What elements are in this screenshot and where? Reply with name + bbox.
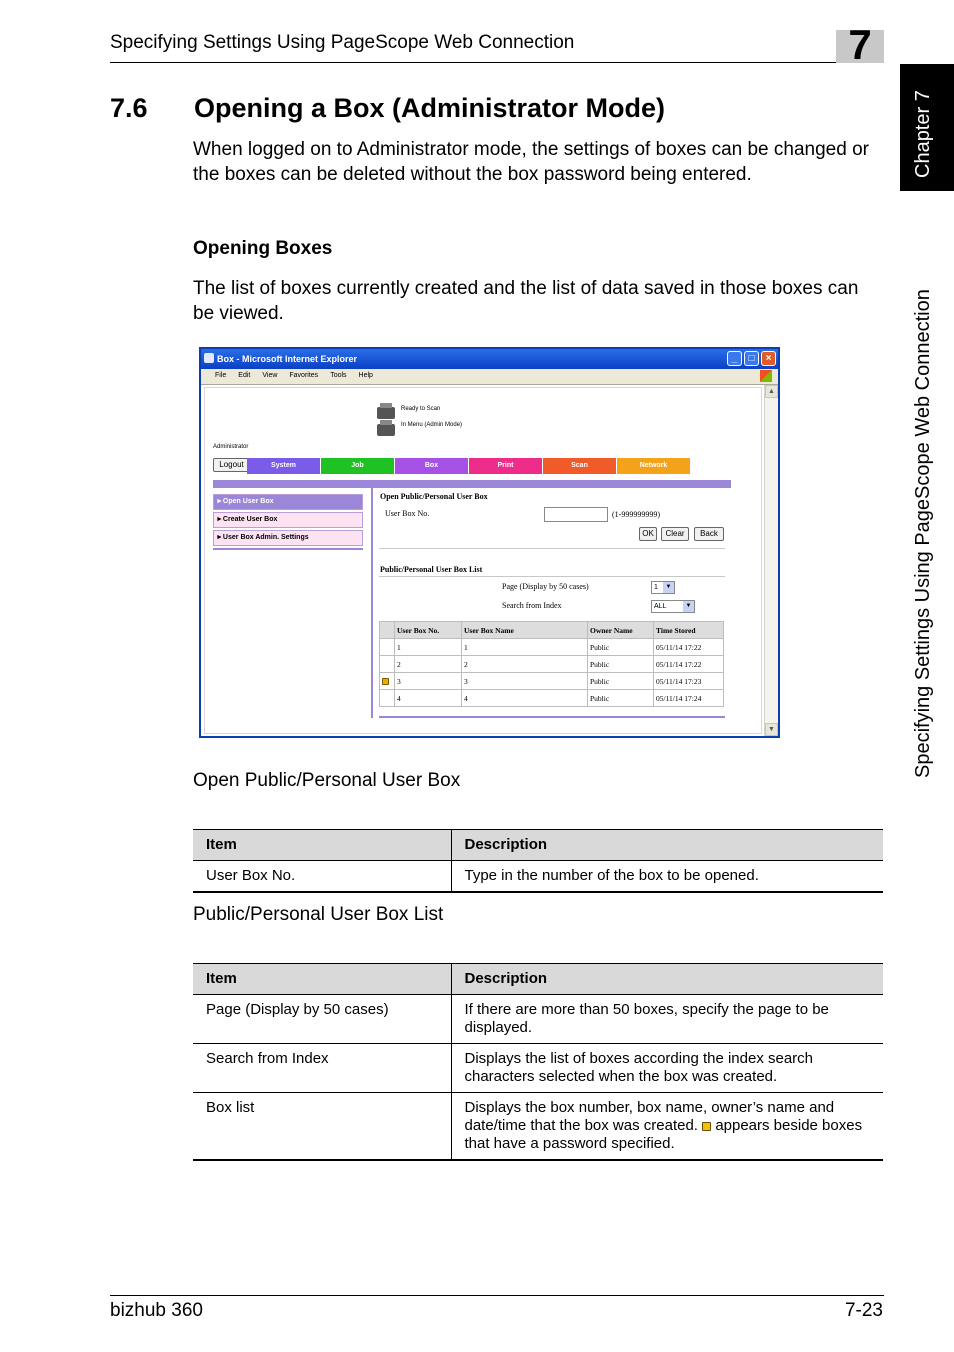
table-cell-box-list [451, 1093, 883, 1161]
tab-network-label: Network [639, 462, 668, 469]
table-cell: Public [588, 656, 654, 673]
browser-window-title: Box - Microsoft Internet Explorer [217, 354, 358, 364]
browser-titlebar [201, 349, 778, 369]
table-row [193, 1093, 883, 1161]
table-cell: 4 [395, 690, 462, 707]
box-no-input[interactable] [544, 507, 608, 522]
table-header-cell: Item [193, 964, 451, 995]
open-box-heading: Open Public/Personal User Box [380, 492, 488, 501]
side-chapter-label: Chapter 7 [912, 90, 934, 178]
scroll-up-icon[interactable]: ▲ [765, 385, 778, 398]
table-cell: 05/11/14 17:22 [654, 639, 724, 656]
vertical-scrollbar[interactable] [764, 385, 778, 736]
lock-cell [380, 690, 395, 707]
table-cell: Public [588, 639, 654, 656]
menu-help[interactable]: Help [358, 372, 373, 379]
content-divider [371, 488, 373, 718]
tab-system[interactable] [247, 458, 320, 474]
tab-box[interactable] [395, 458, 468, 474]
browser-menubar [201, 369, 778, 385]
back-button[interactable]: Back [694, 527, 724, 541]
table-header-lock [380, 622, 395, 639]
page-select-value: 1 [654, 584, 658, 591]
open-section-rule [379, 548, 725, 549]
table-row[interactable] [380, 690, 724, 707]
table-cell: Displays the list of boxes according the index search characters selected when the box was created. [451, 1044, 883, 1093]
browser-page [204, 387, 762, 734]
logout-button[interactable]: Logout [213, 458, 250, 472]
table-header-cell: User Box No. [395, 622, 462, 639]
table-cell: 05/11/14 17:23 [654, 673, 724, 690]
scroll-down-icon[interactable]: ▼ [765, 723, 778, 736]
table-cell: If there are more than 50 boxes, specify the page to be displayed. [451, 995, 883, 1044]
table-cell: Page (Display by 50 cases) [193, 995, 451, 1044]
tab-scan[interactable] [543, 458, 616, 474]
table-row [193, 1044, 883, 1093]
item-table-open-box [193, 829, 883, 893]
side-menu-open-user-box[interactable]: ►Open User Box [213, 494, 363, 510]
table-header-cell: Description [451, 830, 883, 861]
tab-system-label: System [271, 462, 296, 469]
page-label: Page (Display by 50 cases) [502, 582, 589, 591]
running-header: Specifying Settings Using PageScope Web Connection [110, 32, 575, 53]
sub-intro-paragraph: The list of boxes currently created and the list of data saved in those boxes can be viewed. [193, 278, 859, 324]
lock-cell [380, 656, 395, 673]
table-row [193, 861, 883, 893]
table-row[interactable] [380, 656, 724, 673]
table-cell: 05/11/14 17:24 [654, 690, 724, 707]
menu-file[interactable]: File [215, 372, 227, 379]
tab-bar [247, 458, 691, 474]
intro-paragraph: When logged on to Administrator mode, the settings of boxes can be changed or the boxes can be deleted without the box password being entered. [193, 139, 869, 185]
lock-icon [382, 678, 389, 685]
table-header-cell: Time Stored [654, 622, 724, 639]
section-title: Opening a Box (Administrator Mode) [194, 93, 666, 123]
printer-admin-icon [377, 424, 395, 436]
tab-job-label: Job [351, 462, 364, 469]
table-header-cell: User Box Name [462, 622, 588, 639]
status-ready: Ready to Scan [401, 406, 441, 412]
page-select[interactable] [651, 581, 675, 594]
menu-tools[interactable]: Tools [330, 372, 347, 379]
index-label: Search from Index [502, 601, 562, 610]
table-header-cell: Owner Name [588, 622, 654, 639]
tab-job[interactable] [321, 458, 394, 474]
menu-favorites[interactable]: Favorites [289, 372, 319, 379]
box-list-table [379, 621, 724, 707]
lock-icon [702, 1122, 711, 1131]
table-cell: 3 [395, 673, 462, 690]
tab-underline-bar [213, 480, 731, 488]
box-no-label: User Box No. [385, 509, 430, 518]
ok-button[interactable]: OK [639, 527, 657, 541]
tab-scan-label: Scan [571, 462, 588, 469]
table-cell: 2 [395, 656, 462, 673]
box-no-range: (1-999999999) [612, 510, 660, 519]
chapter-number-box [836, 21, 884, 68]
section-heading [110, 93, 665, 124]
side-section-label: Specifying Settings Using PageScope Web Connection [912, 289, 934, 778]
table-cell: 4 [462, 690, 588, 707]
close-icon[interactable]: × [761, 351, 776, 366]
table-cell: Public [588, 690, 654, 707]
list-bottom-bar [379, 716, 725, 718]
table-header-row [380, 622, 724, 639]
caption-box-list: Public/Personal User Box List [193, 904, 444, 925]
menu-edit[interactable]: Edit [238, 372, 251, 379]
table-cell: Search from Index [193, 1044, 451, 1093]
table-cell: Box list [193, 1093, 451, 1161]
side-menu-bottom-rule [213, 548, 363, 550]
user-label: Administrator [213, 444, 249, 450]
clear-button[interactable]: Clear [661, 527, 689, 541]
side-menu-admin-settings[interactable]: ►User Box Admin. Settings [213, 530, 363, 546]
chevron-down-icon: ▼ [683, 601, 694, 612]
section-number: 7.6 [110, 93, 148, 123]
list-heading-rule [379, 576, 725, 577]
table-row [193, 995, 883, 1044]
table-cell: 1 [462, 639, 588, 656]
minimize-icon[interactable]: _ [727, 351, 742, 366]
item-table-box-list [193, 963, 883, 1161]
chevron-down-icon: ▼ [663, 582, 674, 593]
index-select[interactable] [651, 600, 695, 613]
menu-view[interactable]: View [262, 372, 278, 379]
box-list-heading: Public/Personal User Box List [380, 565, 483, 574]
box-list-description: Displays the box number, box name, owner’s name and date/time that the box was created. [464, 1099, 835, 1134]
table-header-cell: Description [451, 964, 883, 995]
tab-print[interactable] [469, 458, 542, 474]
ie-icon [204, 353, 214, 363]
table-header-row [193, 964, 883, 995]
chapter-number: 7 [848, 21, 872, 68]
box-list-suffix: appears beside boxes that have a password specified. [464, 1117, 863, 1152]
table-cell: User Box No. [193, 861, 451, 893]
tab-print-label: Print [497, 462, 514, 469]
subheading: Opening Boxes [193, 238, 333, 259]
header-rule [110, 62, 884, 63]
footer-product: bizhub 360 [110, 1300, 203, 1321]
printer-icon [377, 407, 395, 419]
table-cell: Public [588, 673, 654, 690]
tab-network[interactable] [617, 458, 690, 474]
table-row[interactable] [380, 673, 724, 690]
index-select-value: ALL [654, 603, 667, 610]
table-row[interactable] [380, 639, 724, 656]
side-menu-create-user-box[interactable]: ►Create User Box [213, 512, 363, 528]
maximize-icon[interactable]: □ [744, 351, 759, 366]
lock-cell [380, 673, 395, 690]
footer-page-number: 7-23 [844, 1300, 883, 1321]
table-cell: 3 [462, 673, 588, 690]
browser-screenshot [199, 347, 780, 738]
caption-open-box: Open Public/Personal User Box [193, 770, 461, 791]
table-cell: Type in the number of the box to be opened. [451, 861, 883, 893]
table-cell: 1 [395, 639, 462, 656]
lock-cell [380, 639, 395, 656]
table-cell: 2 [462, 656, 588, 673]
table-header-cell: Item [193, 830, 451, 861]
status-mode: In Menu (Admin Mode) [401, 422, 463, 428]
table-header-row [193, 830, 883, 861]
windows-logo-icon [760, 370, 772, 382]
table-cell: 05/11/14 17:22 [654, 656, 724, 673]
tab-box-label: Box [424, 462, 439, 469]
footer-rule [110, 1295, 884, 1296]
